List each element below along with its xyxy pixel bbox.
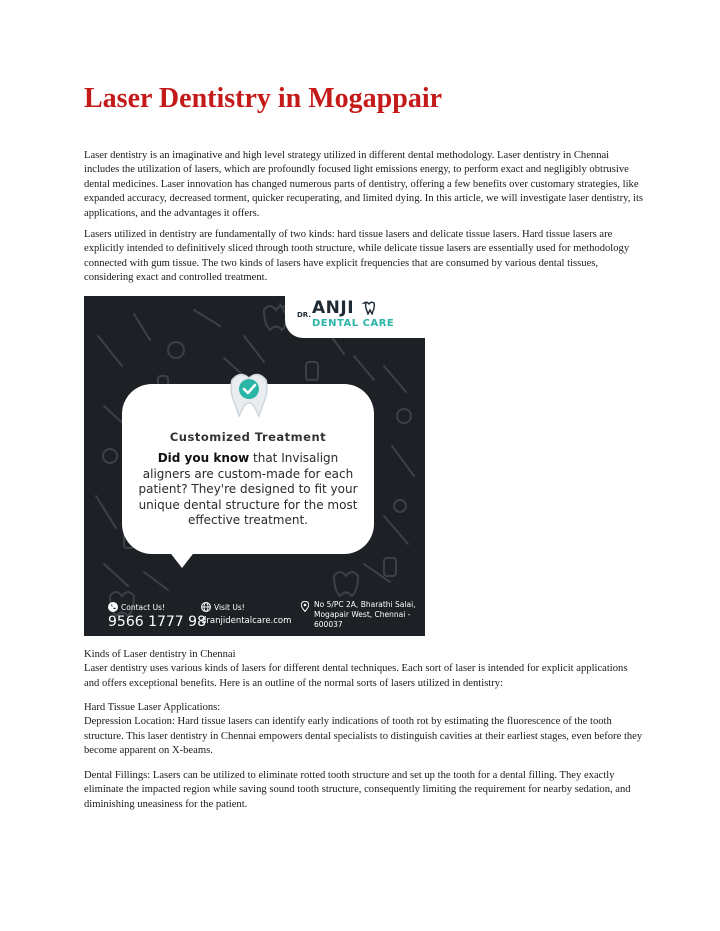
kinds-heading: Kinds of Laser dentistry in Chennai bbox=[84, 649, 236, 660]
card-heading: Customized Treatment bbox=[169, 430, 327, 444]
card-pointer bbox=[168, 550, 196, 568]
intro-paragraph: Laser dentistry is an imaginative and high level strategy utilized in different dental methodology. Laser dentistry in Chennai includes the utilization of lasers, which are profoundly focused light emissions energy, to perform exact and negligibly obtrusive dental medicines. Laser innovation has changed numerous parts of dentistry, offering a few benefits over customary strategies, like expanded accuracy, decreased torment, quicker recuperating, and limited dying. In this article, we will investigate laser dentistry, its applications, and the advantages it offers. bbox=[84, 150, 644, 219]
phone-number[interactable]: 9566 1777 98 bbox=[108, 614, 206, 630]
card-body-bold: Did you know bbox=[157, 451, 250, 465]
contact-label: Contact Us! bbox=[121, 603, 165, 612]
info-card bbox=[122, 384, 374, 554]
hard-tissue-section bbox=[84, 701, 644, 759]
hard-tissue-text: Depression Location: Hard tissue lasers can identify early indications of tooth rot by estimating the fluorescence of the tooth structure. This laser dentistry in Chennai empowers dental specialists to distinguish cavities at their earliest stages, even before they become apparent on X-beams. bbox=[84, 716, 643, 757]
contact-bar bbox=[84, 596, 425, 636]
hard-tissue-heading: Hard Tissue Laser Applications: bbox=[84, 702, 221, 713]
card-body-text: that Invisalign aligners are custom-made for each patient? They're designed to fit your unique dental structure for the most effective treatment. bbox=[138, 451, 358, 527]
logo-dr-text: DR. bbox=[297, 311, 311, 319]
promo-image bbox=[84, 296, 425, 636]
logo-tooth-icon bbox=[362, 301, 376, 315]
article-title: Laser Dentistry in Mogappair bbox=[84, 83, 443, 114]
kinds-text: Laser dentistry uses various kinds of lasers for different dental techniques. Each sort of laser is intended for explicit applications and offers exceptional benefits. Here is an outline of the normal sorts of lasers utilized in dentistry: bbox=[84, 663, 628, 689]
dental-fillings-paragraph: Dental Fillings: Lasers can be utilized to eliminate rotted tooth structure and set up the tooth for a dental filling. They exactly eliminate the impacted region while saving sound tooth structure, consequently limiting the requirement for nearby sedation, and diminishing uneasiness for the patient. bbox=[84, 770, 631, 810]
laser-types-paragraph: Lasers utilized in dentistry are fundamentally of two kinds: hard tissue lasers and delicate tissue lasers. Hard tissue lasers are explicitly intended to definitively sliced through tooth structure, while delicate tissue lasers are essentially used for methodology connected with gum tissue. The two kinds of lasers have explicit frequencies that are consumed by various dental tissues, considering exact and controlled treatment. bbox=[84, 229, 630, 284]
globe-icon bbox=[201, 602, 211, 612]
clinic-address: No 5/PC 2A, Bharathi Salai, Mogapair West, Chennai - 600037 bbox=[314, 600, 416, 629]
phone-icon bbox=[108, 602, 118, 612]
tooth-check-icon bbox=[228, 370, 270, 418]
logo-subtitle: DENTAL CARE bbox=[312, 318, 395, 329]
visit-label: Visit Us! bbox=[214, 603, 245, 612]
clinic-logo bbox=[285, 296, 425, 338]
card-body bbox=[134, 451, 362, 529]
location-pin-icon bbox=[301, 601, 309, 612]
kinds-section bbox=[84, 648, 644, 691]
logo-name-text: ANJI bbox=[312, 298, 355, 318]
website-link[interactable]: dranjidentalcare.com bbox=[201, 616, 292, 626]
